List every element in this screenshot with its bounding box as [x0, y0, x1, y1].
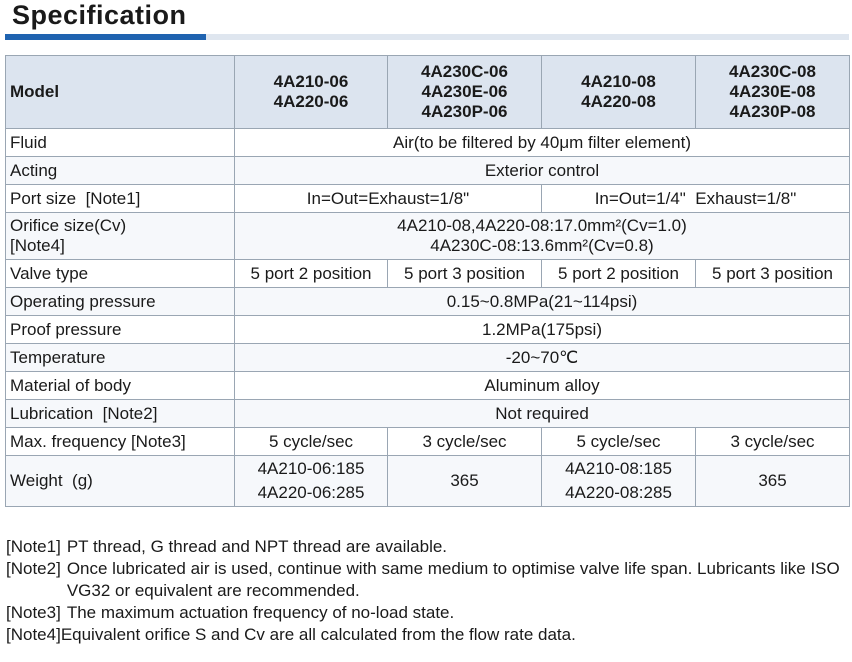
table-row-lubrication — [6, 400, 850, 428]
row-value-line: 4A230C-08:13.6mm²(Cv=0.8) — [430, 236, 654, 255]
row-label-line: Orifice size(Cv) — [10, 216, 127, 235]
table-row-weight — [6, 456, 850, 507]
row-value-line: 4A210-08,4A220-08:17.0mm²(Cv=1.0) — [397, 216, 687, 235]
row-value-line: 4A220-08:285 — [565, 483, 672, 502]
row-label: Material of body — [6, 372, 235, 400]
model-name: 4A230P-06 — [421, 102, 508, 121]
table-row-operating-pressure — [6, 288, 850, 316]
row-label: Operating pressure — [6, 288, 235, 316]
row-value: 1.2MPa(175psi) — [235, 316, 850, 344]
note-tag: [Note3] — [6, 603, 61, 622]
row-value-line: 4A210-08:185 — [565, 459, 672, 478]
row-value: Air(to be filtered by 40μm filter element) — [235, 129, 850, 157]
model-name: 4A230P-08 — [729, 102, 816, 121]
header-model-col2 — [388, 56, 542, 129]
table-row-material — [6, 372, 850, 400]
model-name: 4A230E-06 — [421, 82, 508, 101]
row-value: 3 cycle/sec — [696, 428, 850, 456]
row-value: Exterior control — [235, 157, 850, 185]
note-item — [6, 602, 846, 624]
model-name: 4A220-06 — [273, 92, 349, 111]
table-row-proof-pressure — [6, 316, 850, 344]
row-label: Acting — [6, 157, 235, 185]
notes-section — [6, 536, 846, 646]
row-value: 365 — [388, 456, 542, 507]
model-name: 4A210-08 — [581, 72, 656, 91]
row-label: Temperature — [6, 344, 235, 372]
model-name: 4A220-08 — [581, 92, 656, 111]
table-header-row — [6, 56, 850, 129]
row-value: 365 — [696, 456, 850, 507]
table-row-max-frequency — [6, 428, 850, 456]
note-item — [6, 536, 846, 558]
row-value: 3 cycle/sec — [388, 428, 542, 456]
model-name: 4A210-06 — [273, 72, 349, 91]
title-underline — [5, 34, 849, 40]
row-label-line: [Note4] — [10, 236, 65, 255]
row-value-line: 4A210-06:185 — [257, 459, 365, 478]
note-text: PT thread, G thread and NPT thread are available. — [66, 537, 448, 556]
row-value: Not required — [235, 400, 850, 428]
table-row-temperature — [6, 344, 850, 372]
row-value: 5 port 3 position — [388, 260, 542, 288]
note-text: Once lubricated air is used, continue with same medium to optimise valve life span. Lubricants like ISO VG32 or equivalent are recommended. — [66, 559, 840, 600]
row-value: 5 cycle/sec — [235, 428, 388, 456]
model-name: 4A230C-06 — [421, 62, 508, 81]
row-value: In=Out=1/4" Exhaust=1/8" — [542, 185, 850, 213]
row-value: 5 port 3 position — [696, 260, 850, 288]
row-value — [235, 213, 850, 260]
row-label: Fluid — [6, 129, 235, 157]
note-text: The maximum actuation frequency of no-load state. — [66, 603, 455, 622]
row-label: Valve type — [6, 260, 235, 288]
table-row-acting — [6, 157, 850, 185]
note-tag: [Note4] — [6, 625, 61, 644]
row-label: Lubrication [Note2] — [6, 400, 235, 428]
table-row-port-size — [6, 185, 850, 213]
row-label: Port size [Note1] — [6, 185, 235, 213]
row-value: 5 port 2 position — [235, 260, 388, 288]
model-name: 4A230C-08 — [729, 62, 816, 81]
row-label: Max. frequency [Note3] — [6, 428, 235, 456]
title-underline-accent — [5, 34, 206, 40]
page-title: Specification — [12, 0, 187, 30]
header-model-label: Model — [6, 56, 235, 129]
header-model-col4 — [696, 56, 850, 129]
note-tag: [Note2] — [6, 559, 61, 578]
table-row-orifice — [6, 213, 850, 260]
row-value — [542, 456, 696, 507]
header-model-col1 — [235, 56, 388, 129]
model-name: 4A230E-08 — [729, 82, 816, 101]
row-value — [235, 456, 388, 507]
row-value: 5 port 2 position — [542, 260, 696, 288]
row-label — [6, 213, 235, 260]
note-text: Equivalent orifice S and Cv are all calculated from the flow rate data. — [60, 625, 576, 644]
row-value: 5 cycle/sec — [542, 428, 696, 456]
row-label: Proof pressure — [6, 316, 235, 344]
note-item — [6, 558, 846, 602]
row-value: In=Out=Exhaust=1/8" — [235, 185, 542, 213]
row-value: 0.15~0.8MPa(21~114psi) — [235, 288, 850, 316]
header-model-col3 — [542, 56, 696, 129]
table-row-fluid — [6, 129, 850, 157]
table-row-valve-type — [6, 260, 850, 288]
note-item — [6, 624, 846, 646]
row-value: Aluminum alloy — [235, 372, 850, 400]
note-tag: [Note1] — [6, 537, 61, 556]
row-label: Weight (g) — [6, 456, 235, 507]
specification-table — [5, 55, 850, 507]
row-value-line: 4A220-06:285 — [257, 483, 365, 502]
row-value: -20~70℃ — [235, 344, 850, 372]
